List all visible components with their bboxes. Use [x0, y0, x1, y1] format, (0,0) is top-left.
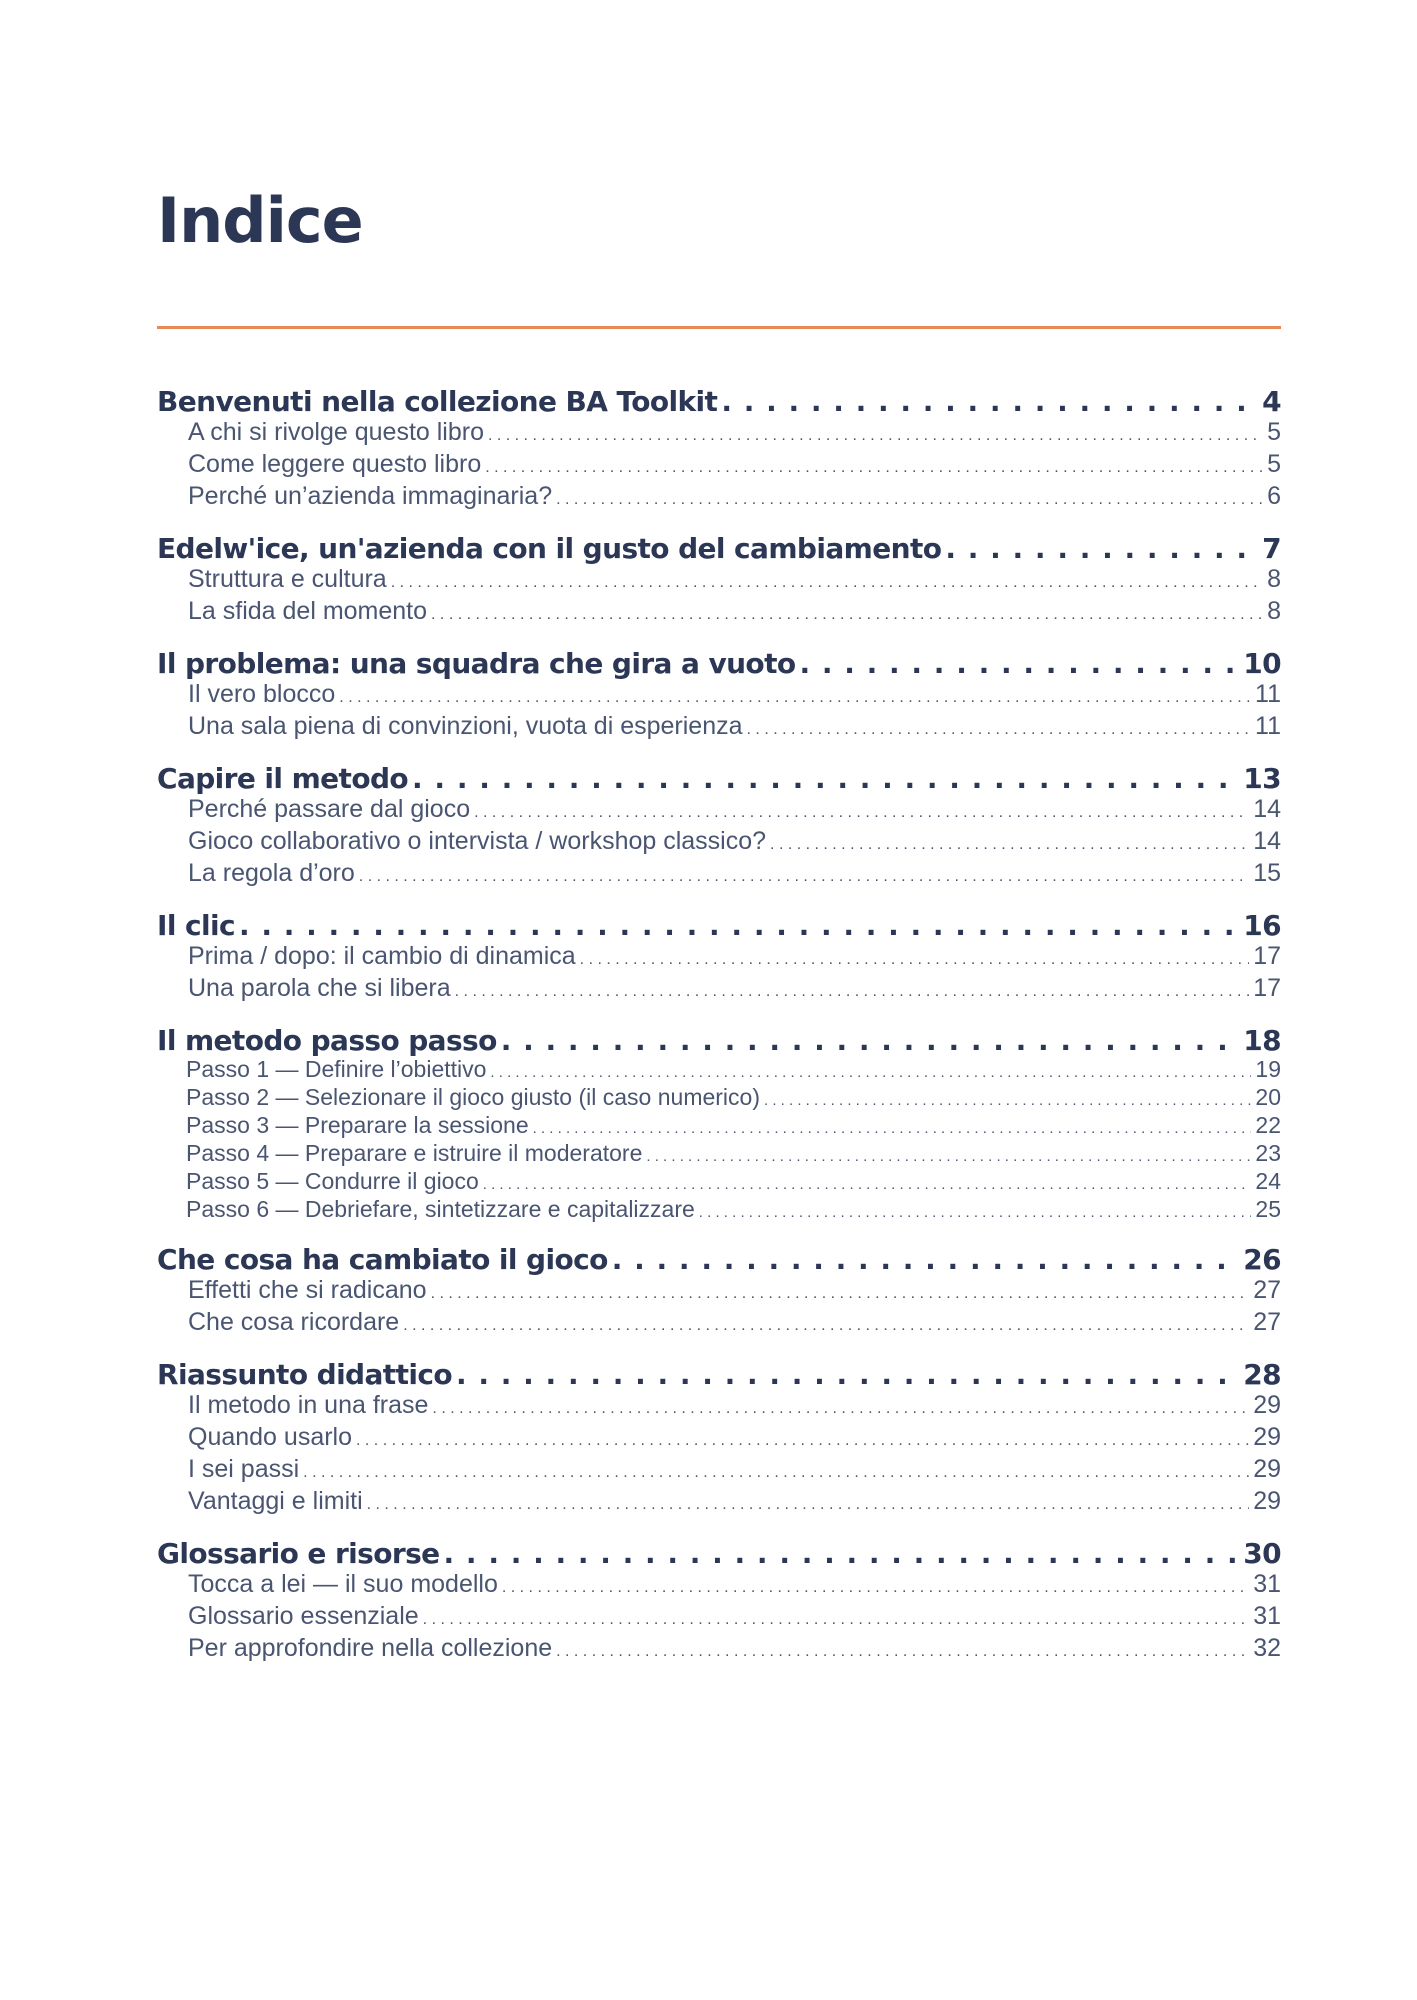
toc-subsection-entry[interactable]: [157, 1455, 1281, 1487]
subsection-page-number: 31: [1253, 1602, 1281, 1630]
chapter-title: Benvenuti nella collezione BA Toolkit: [157, 385, 718, 418]
toc-subsection-entry[interactable]: [157, 1634, 1281, 1666]
dot-leader: [800, 648, 1240, 680]
subsection-title: Che cosa ricordare: [188, 1308, 400, 1336]
toc-chapter-entry[interactable]: [157, 386, 1281, 418]
toc-subsection-entry[interactable]: [157, 712, 1281, 744]
subsection-title: Perché passare dal gioco: [188, 795, 471, 823]
toc-section: [157, 533, 1281, 629]
toc-section: [157, 1359, 1281, 1519]
subsection-page-number: 27: [1253, 1308, 1281, 1336]
subsection-page-number: 14: [1253, 827, 1281, 855]
toc-subsection-entry[interactable]: [157, 1276, 1281, 1308]
toc-subsection-entry[interactable]: [157, 795, 1281, 827]
chapter-page-number: 26: [1243, 1243, 1281, 1276]
chapter-title: Capire il metodo: [157, 762, 409, 795]
toc-section: [157, 910, 1281, 1006]
toc-chapter-entry[interactable]: [157, 1359, 1281, 1391]
toc-subsection-entry[interactable]: [157, 1141, 1281, 1169]
dot-leader: [456, 1359, 1239, 1391]
chapter-title: Il problema: una squadra che gira a vuoto: [157, 647, 796, 680]
subsection-title: Il vero blocco: [188, 680, 336, 708]
dot-leader: [239, 910, 1239, 942]
toc-subsection-entry[interactable]: [157, 974, 1281, 1006]
dot-leader: [699, 1200, 1252, 1225]
subsection-page-number: 11: [1255, 712, 1281, 740]
subsection-title: Perché un’azienda immaginaria?: [188, 482, 553, 510]
subsection-page-number: 31: [1253, 1570, 1281, 1598]
subsection-title: Effetti che si radicano: [188, 1276, 427, 1304]
subsection-title: Quando usarlo: [188, 1423, 353, 1451]
subsection-page-number: 19: [1255, 1056, 1281, 1082]
subsection-title: Vantaggi e limiti: [188, 1487, 363, 1515]
subsection-title: Passo 1 — Definire l’obiettivo: [186, 1056, 487, 1082]
subsection-page-number: 20: [1255, 1084, 1281, 1110]
page-title: Indice: [157, 184, 363, 257]
subsection-title: Passo 6 — Debriefare, sintetizzare e capitalizzare: [186, 1196, 695, 1222]
subsection-page-number: 17: [1253, 974, 1281, 1002]
subsection-page-number: 8: [1267, 597, 1281, 625]
toc-subsection-entry[interactable]: [157, 942, 1281, 974]
toc-chapter-entry[interactable]: [157, 763, 1281, 795]
chapter-title: Edelw'ice, un'azienda con il gusto del cambiamento: [157, 532, 942, 565]
dot-leader: [533, 1116, 1252, 1141]
subsection-title: Come leggere questo libro: [188, 450, 482, 478]
dot-leader: [580, 945, 1250, 974]
toc-subsection-entry[interactable]: [157, 1570, 1281, 1602]
toc-subsection-entry[interactable]: [157, 1391, 1281, 1423]
dot-leader: [646, 1144, 1251, 1169]
chapter-title: Riassunto didattico: [157, 1358, 453, 1391]
dot-leader: [474, 798, 1249, 827]
dot-leader: [612, 1244, 1239, 1276]
dot-leader: [455, 977, 1250, 1006]
dot-leader: [423, 1605, 1250, 1634]
dot-leader: [356, 1426, 1249, 1455]
dot-leader: [359, 862, 1249, 891]
toc-chapter-entry[interactable]: [157, 1025, 1281, 1057]
toc-section: [157, 1025, 1281, 1225]
toc-chapter-entry[interactable]: [157, 648, 1281, 680]
subsection-title: Una sala piena di convinzioni, vuota di esperienza: [188, 712, 743, 740]
subsection-title: A chi si rivolge questo libro: [188, 418, 484, 446]
subsection-title: Passo 5 — Condurre il gioco: [186, 1168, 479, 1194]
toc-chapter-entry[interactable]: [157, 533, 1281, 565]
title-divider: [157, 326, 1281, 329]
dot-leader: [444, 1538, 1240, 1570]
toc-subsection-entry[interactable]: [157, 1113, 1281, 1141]
dot-leader: [367, 1490, 1250, 1519]
subsection-title: La sfida del momento: [188, 597, 428, 625]
toc-subsection-entry[interactable]: [157, 1057, 1281, 1085]
subsection-title: La regola d’oro: [188, 859, 355, 887]
dot-leader: [431, 1279, 1250, 1308]
subsection-title: I sei passi: [188, 1455, 300, 1483]
chapter-page-number: 30: [1243, 1537, 1281, 1570]
subsection-title: Tocca a lei — il suo modello: [188, 1570, 498, 1598]
subsection-title: Una parola che si libera: [188, 974, 451, 1002]
toc-subsection-entry[interactable]: [157, 680, 1281, 712]
chapter-page-number: 16: [1243, 909, 1281, 942]
dot-leader: [770, 830, 1249, 859]
toc-subsection-entry[interactable]: [157, 1423, 1281, 1455]
toc-subsection-entry[interactable]: [157, 418, 1281, 450]
subsection-title: Passo 4 — Preparare e istruire il moderatore: [186, 1140, 643, 1166]
toc-chapter-entry[interactable]: [157, 1244, 1281, 1276]
toc-subsection-entry[interactable]: [157, 1487, 1281, 1519]
subsection-page-number: 27: [1253, 1276, 1281, 1304]
subsection-title: Passo 2 — Selezionare il gioco giusto (il caso numerico): [186, 1084, 760, 1110]
dot-leader: [502, 1573, 1249, 1602]
dot-leader: [431, 600, 1263, 629]
dot-leader: [945, 533, 1258, 565]
chapter-page-number: 18: [1243, 1024, 1281, 1057]
chapter-page-number: 7: [1262, 532, 1281, 565]
toc-section: [157, 763, 1281, 891]
subsection-title: Prima / dopo: il cambio di dinamica: [188, 942, 576, 970]
dot-leader: [483, 1172, 1252, 1197]
subsection-page-number: 29: [1253, 1423, 1281, 1451]
subsection-page-number: 24: [1255, 1168, 1281, 1194]
table-of-contents: [157, 386, 1281, 1685]
chapter-title: Il metodo passo passo: [157, 1024, 497, 1057]
dot-leader: [556, 485, 1263, 514]
dot-leader: [556, 1637, 1249, 1666]
toc-subsection-entry[interactable]: [157, 827, 1281, 859]
toc-section: [157, 648, 1281, 744]
dot-leader: [303, 1458, 1249, 1487]
dot-leader: [432, 1394, 1249, 1423]
dot-leader: [339, 683, 1251, 712]
subsection-page-number: 23: [1255, 1140, 1281, 1166]
dot-leader: [391, 568, 1263, 597]
subsection-page-number: 29: [1253, 1391, 1281, 1419]
toc-subsection-entry[interactable]: [157, 565, 1281, 597]
toc-subsection-entry[interactable]: [157, 1308, 1281, 1340]
subsection-page-number: 5: [1267, 450, 1281, 478]
subsection-page-number: 22: [1255, 1112, 1281, 1138]
chapter-title: Il clic: [157, 909, 235, 942]
subsection-page-number: 29: [1253, 1455, 1281, 1483]
toc-subsection-entry[interactable]: [157, 1602, 1281, 1634]
toc-subsection-entry[interactable]: [157, 482, 1281, 514]
toc-section: [157, 386, 1281, 514]
toc-chapter-entry[interactable]: [157, 1538, 1281, 1570]
subsection-page-number: 25: [1255, 1196, 1281, 1222]
dot-leader: [747, 715, 1252, 744]
dot-leader: [721, 386, 1258, 418]
chapter-title: Che cosa ha cambiato il gioco: [157, 1243, 608, 1276]
subsection-page-number: 32: [1253, 1634, 1281, 1662]
subsection-title: Glossario essenziale: [188, 1602, 419, 1630]
subsection-page-number: 29: [1253, 1487, 1281, 1515]
subsection-page-number: 15: [1253, 859, 1281, 887]
subsection-title: Il metodo in una frase: [188, 1391, 429, 1419]
subsection-page-number: 14: [1253, 795, 1281, 823]
subsection-title: Struttura e cultura: [188, 565, 387, 593]
toc-section: [157, 1538, 1281, 1666]
dot-leader: [412, 763, 1239, 795]
dot-leader: [485, 453, 1263, 482]
subsection-page-number: 5: [1267, 418, 1281, 446]
subsection-page-number: 8: [1267, 565, 1281, 593]
toc-subsection-entry[interactable]: [157, 1169, 1281, 1197]
subsection-title: Per approfondire nella collezione: [188, 1634, 553, 1662]
chapter-page-number: 4: [1262, 385, 1281, 418]
toc-subsection-entry[interactable]: [157, 859, 1281, 891]
toc-subsection-entry[interactable]: [157, 1085, 1281, 1113]
subsection-page-number: 6: [1267, 482, 1281, 510]
dot-leader: [490, 1060, 1251, 1085]
chapter-page-number: 10: [1243, 647, 1281, 680]
dot-leader: [403, 1311, 1249, 1340]
toc-subsection-entry[interactable]: [157, 450, 1281, 482]
subsection-page-number: 11: [1255, 680, 1281, 708]
dot-leader: [764, 1088, 1251, 1113]
chapter-page-number: 13: [1243, 762, 1281, 795]
dot-leader: [488, 421, 1263, 450]
chapter-title: Glossario e risorse: [157, 1537, 440, 1570]
subsection-title: Passo 3 — Preparare la sessione: [186, 1112, 529, 1138]
subsection-page-number: 17: [1253, 942, 1281, 970]
subsection-title: Gioco collaborativo o intervista / workshop classico?: [188, 827, 767, 855]
toc-section: [157, 1244, 1281, 1340]
dot-leader: [501, 1025, 1239, 1057]
toc-subsection-entry[interactable]: [157, 597, 1281, 629]
toc-chapter-entry[interactable]: [157, 910, 1281, 942]
toc-subsection-entry[interactable]: [157, 1197, 1281, 1225]
chapter-page-number: 28: [1243, 1358, 1281, 1391]
